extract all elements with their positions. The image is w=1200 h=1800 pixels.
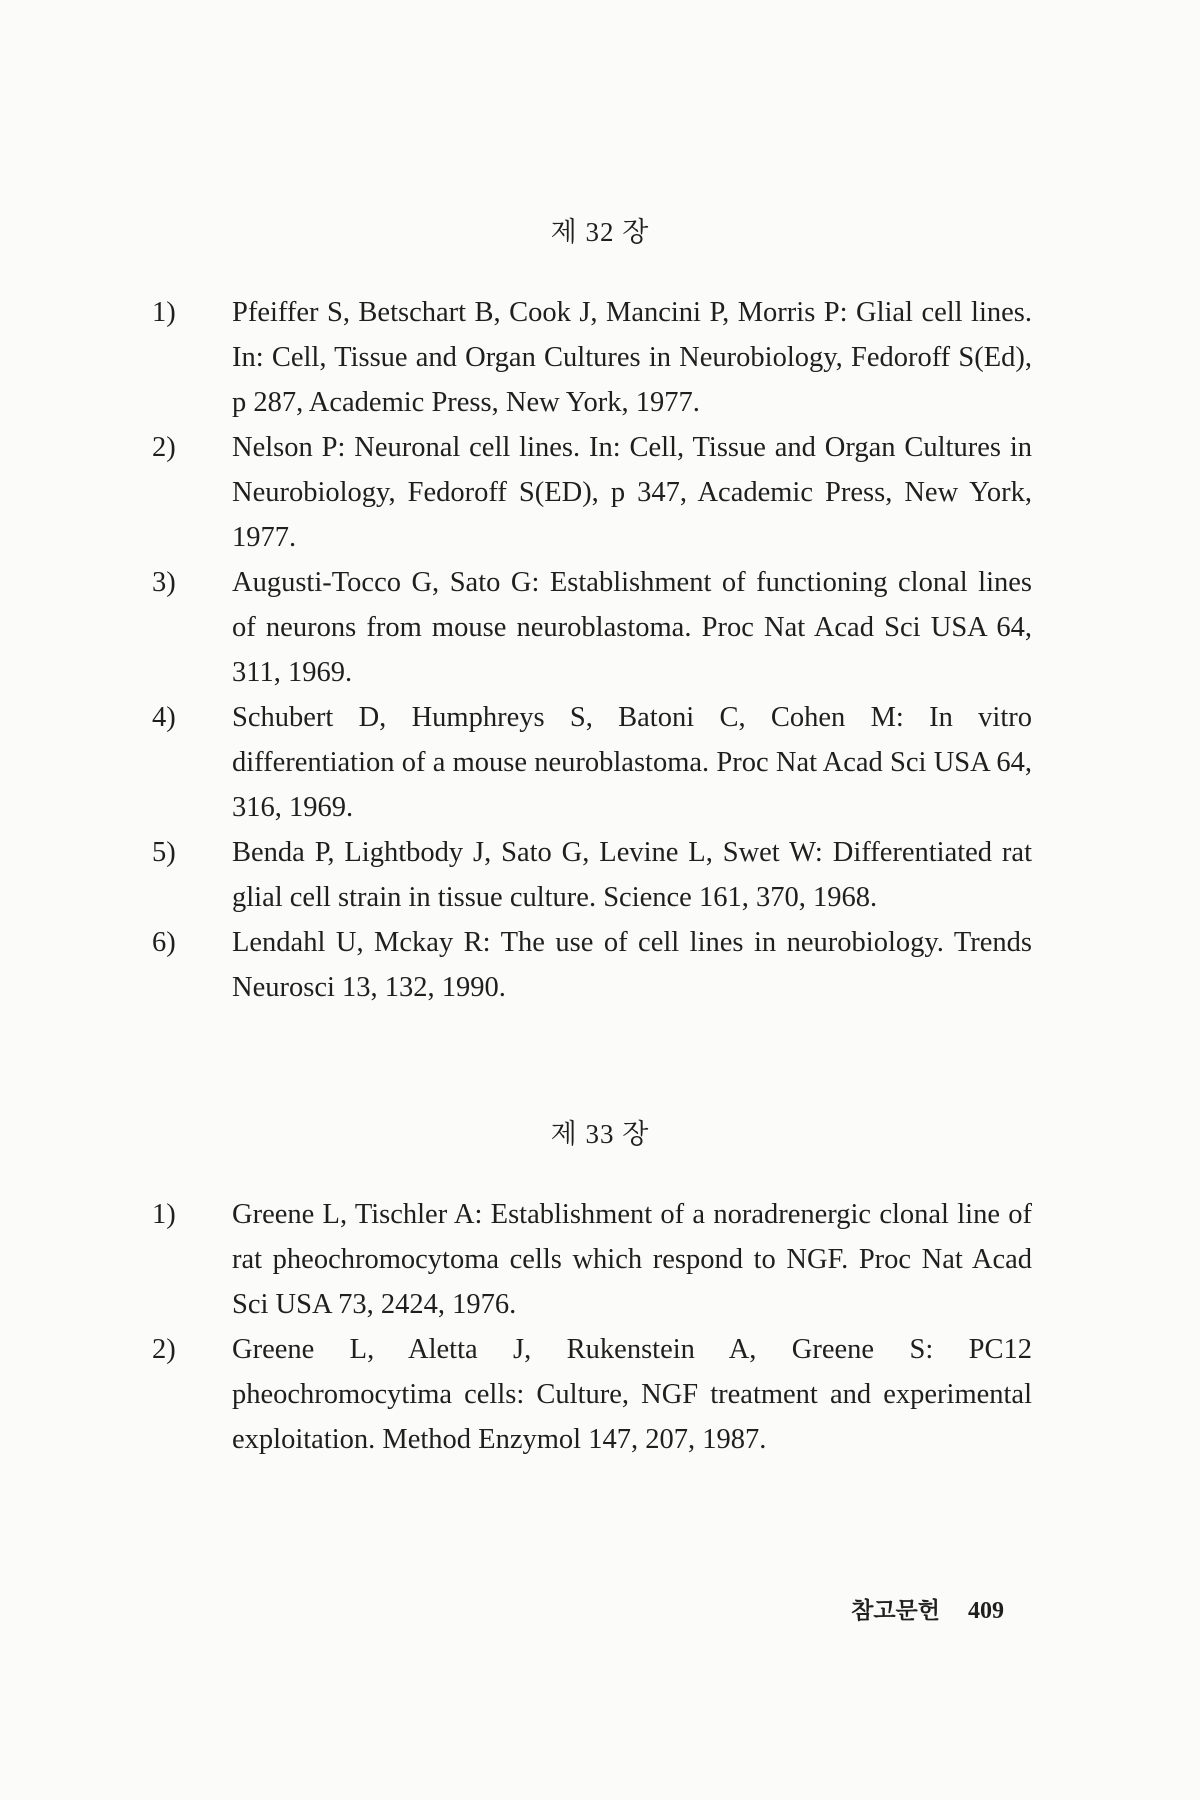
page-number: 409 — [968, 1598, 1004, 1624]
reference-list — [152, 290, 1032, 1010]
page-footer — [851, 1592, 1004, 1625]
reference-text: Schubert D, Humphreys S, Batoni C, Cohen M: In vitro differentiation of a mouse neuroblastoma. Proc Nat Acad Sci USA 64, 316, 1969. — [232, 702, 1032, 823]
reference-text: Greene L, Tischler A: Establishment of a noradrenergic clonal line of rat pheochromocytoma cells which respond to NGF. Proc Nat Acad Sci USA 73, 2424, 1976. — [232, 1199, 1032, 1320]
reference-number: 5) — [152, 837, 176, 868]
reference-text: Lendahl U, Mckay R: The use of cell lines in neurobiology. Trends Neurosci 13, 132, 1990. — [232, 927, 1032, 1003]
reference-text: Benda P, Lightbody J, Sato G, Levine L, Swet W: Differentiated rat glial cell strain in tissue culture. Science 161, 370, 1968. — [232, 837, 1032, 913]
reference-text: Pfeiffer S, Betschart B, Cook J, Mancini P, Morris P: Glial cell lines. In: Cell, Tissue and Organ Cultures in Neurobiology, Fedoroff S(Ed), p 287, Academic Press, New York, 1977. — [232, 297, 1032, 418]
reference-number: 3) — [152, 567, 176, 598]
reference-number: 1) — [152, 1199, 176, 1230]
reference-item — [152, 290, 1032, 425]
reference-item — [152, 560, 1032, 695]
reference-item — [152, 1327, 1032, 1462]
reference-number: 1) — [152, 297, 176, 328]
reference-text: Augusti-Tocco G, Sato G: Establishment of functioning clonal lines of neurons from mouse neuroblastoma. Proc Nat Acad Sci USA 64, 311, 1969. — [232, 567, 1032, 688]
reference-item — [152, 695, 1032, 830]
reference-item — [152, 830, 1032, 920]
reference-number: 2) — [152, 432, 176, 463]
footer-section-label: 참고문헌 — [851, 1598, 940, 1624]
reference-number: 2) — [152, 1334, 176, 1365]
chapter-heading: 제 33 장 — [550, 1119, 650, 1149]
reference-text: Greene L, Aletta J, Rukenstein A, Greene S: PC12 pheochromocytima cells: Culture, NGF treatment and experimental exploitation. Method Enzymol 147, 207, 1987. — [232, 1334, 1032, 1455]
reference-item — [152, 1192, 1032, 1327]
reference-item — [152, 425, 1032, 560]
reference-list — [152, 1192, 1032, 1462]
chapter-heading: 제 32 장 — [550, 217, 650, 247]
reference-text: Nelson P: Neuronal cell lines. In: Cell, Tissue and Organ Cultures in Neurobiology, Fedoroff S(ED), p 347, Academic Press, New York, 1977. — [232, 432, 1032, 553]
reference-number: 6) — [152, 927, 176, 958]
reference-item — [152, 920, 1032, 1010]
reference-number: 4) — [152, 702, 176, 733]
